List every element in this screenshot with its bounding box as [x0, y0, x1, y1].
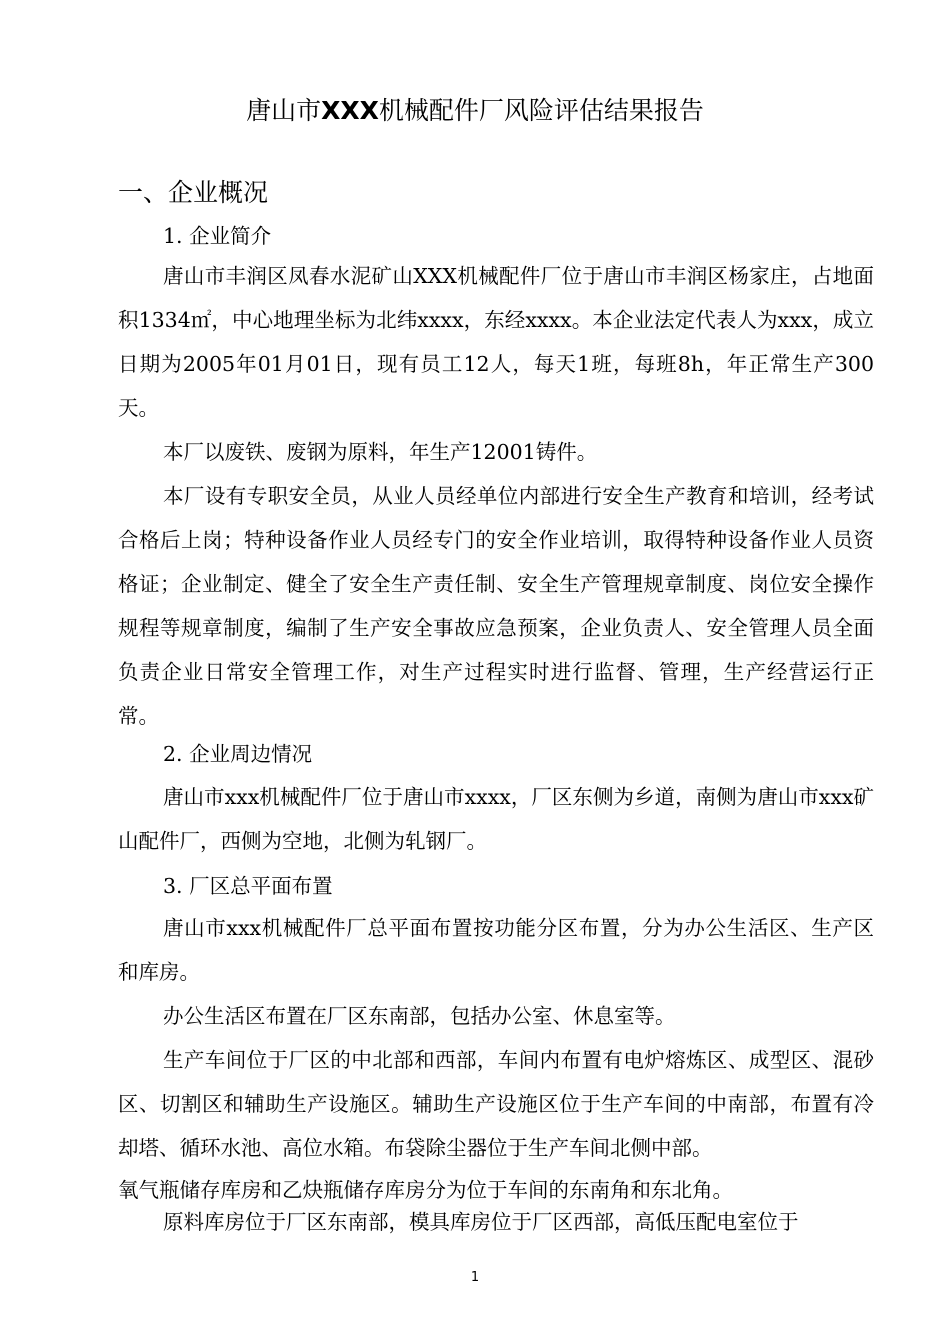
paragraph-raw-materials: 本厂以废铁、废钢为原料，年生产12001铸件。	[163, 440, 598, 464]
paragraph-production-workshop: 生产车间位于厂区的中北部和西部，车间内布置有电炉熔炼区、成型区、混砂区、切割区和辅助生产设施区。辅助生产设施区位于生产车间的中南部，布置有冷却塔、循环水池、高位水箱。布袋除尘器位于生产车间北侧中部。	[118, 1048, 874, 1160]
paragraph-gas-storage: 氧气瓶储存库房和乙炔瓶储存库房分为位于车间的东南角和东北角。	[118, 1178, 733, 1202]
paragraph-company-intro: 唐山市丰润区凤春水泥矿山XXX机械配件厂位于唐山市丰润区杨家庄，占地面积1334㎡，中心地理坐标为北纬xxxx，东经xxxx。本企业法定代表人为xxx，成立日期为2005年01月01日，现有员工12人，每天1班，每班8h，年正常生产300天。	[118, 264, 874, 420]
title-bold-part: XXX	[321, 96, 379, 125]
paragraph-office-area: 办公生活区布置在厂区东南部，包括办公室、休息室等。	[163, 1004, 676, 1028]
paragraph-safety-management: 本厂设有专职安全员，从业人员经单位内部进行安全生产教育和培训，经考试合格后上岗；特种设备作业人员经专门的安全作业培训，取得特种设备作业人员资格证；企业制定、健全了安全生产责任制、安全生产管理规章制度、岗位安全操作规程等规章制度，编制了生产安全事故应急预案，企业负责人、安全管理人员全面负责企业日常安全管理工作，对生产过程实时进行监督、管理，生产经营运行正常。	[118, 484, 874, 728]
paragraph-layout-zones: 唐山市xxx机械配件厂总平面布置按功能分区布置，分为办公生活区、生产区和库房。	[118, 916, 874, 984]
subheading-site-layout: 3. 厂区总平面布置	[163, 874, 333, 898]
paragraph-warehouses: 原料库房位于厂区东南部，模具库房位于厂区西部，高低压配电室位于	[163, 1210, 799, 1234]
document-title	[0, 94, 950, 128]
page-number: 1	[470, 1270, 480, 1285]
subheading-surroundings: 2. 企业周边情况	[163, 742, 313, 766]
title-suffix: 机械配件厂风险评估结果报告	[378, 96, 704, 125]
section-heading-overview: 一、企业概况	[118, 178, 269, 207]
paragraph-surroundings: 唐山市xxx机械配件厂位于唐山市xxxx，厂区东侧为乡道，南侧为唐山市xxx矿山配件厂，西侧为空地，北侧为轧钢厂。	[118, 785, 874, 853]
title-prefix: 唐山市	[246, 96, 322, 125]
subheading-company-intro: 1. 企业简介	[163, 224, 272, 248]
